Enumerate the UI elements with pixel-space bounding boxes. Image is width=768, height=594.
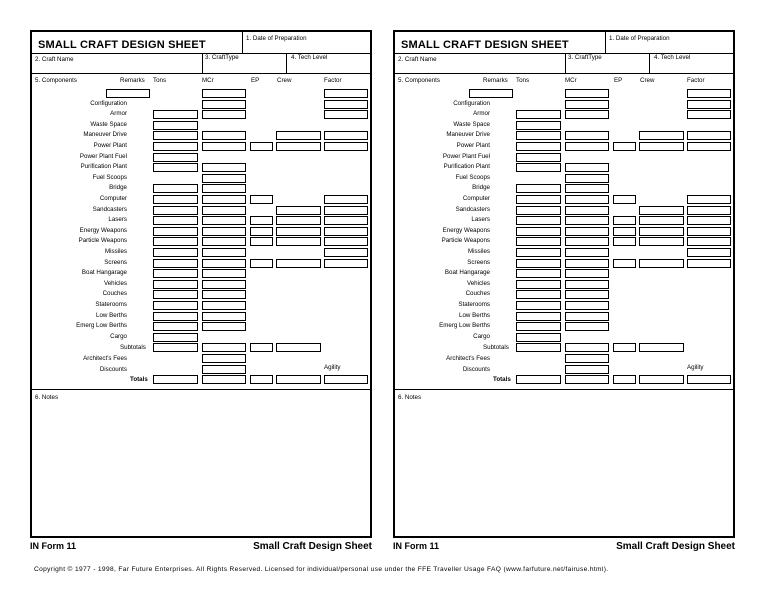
- entry-box[interactable]: [565, 163, 609, 172]
- entry-box[interactable]: [202, 174, 246, 183]
- entry-box[interactable]: [324, 89, 368, 98]
- design-sheet: [30, 30, 372, 538]
- row-label-purification-plant: Purification Plant: [80, 163, 127, 171]
- subtotal-box[interactable]: [516, 343, 561, 352]
- total-box[interactable]: [202, 375, 246, 384]
- entry-box[interactable]: [153, 227, 198, 236]
- notes-area[interactable]: [34, 404, 368, 534]
- entry-box[interactable]: [565, 174, 609, 183]
- architect-fees-label: Architect's Fees: [83, 355, 127, 362]
- entry-box[interactable]: [276, 227, 321, 236]
- entry-box[interactable]: [516, 131, 561, 140]
- entry-box[interactable]: [565, 184, 609, 193]
- entry-box[interactable]: [687, 110, 731, 119]
- entry-box[interactable]: [687, 227, 731, 236]
- total-box[interactable]: [324, 375, 368, 384]
- total-box[interactable]: [276, 375, 321, 384]
- entry-box[interactable]: [153, 259, 198, 268]
- entry-box[interactable]: [202, 269, 246, 278]
- entry-box[interactable]: [565, 110, 609, 119]
- header-divider: [565, 53, 566, 73]
- total-box[interactable]: [516, 375, 561, 384]
- craft-type-field[interactable]: 3. CraftType: [205, 54, 239, 61]
- entry-box[interactable]: [639, 206, 684, 215]
- agility-label: Agility: [324, 363, 341, 371]
- entry-box[interactable]: [516, 290, 561, 299]
- header-divider: [32, 73, 370, 74]
- entry-box[interactable]: [202, 290, 246, 299]
- total-box[interactable]: [687, 375, 731, 384]
- column-header: Tons: [153, 77, 167, 84]
- subtotal-box[interactable]: [565, 343, 609, 352]
- entry-box[interactable]: [565, 290, 609, 299]
- entry-box[interactable]: [202, 206, 246, 215]
- entry-box[interactable]: [516, 153, 561, 162]
- entry-box[interactable]: [565, 206, 609, 215]
- subtotal-box[interactable]: [153, 343, 198, 352]
- entry-box[interactable]: [106, 89, 150, 98]
- row-label-energy-weapons: Energy Weapons: [442, 226, 490, 234]
- components-label: 5. Components: [398, 77, 440, 84]
- row-label-fuel-scoops: Fuel Scoops: [455, 173, 490, 181]
- copyright-notice: Copyright © 1977 - 1998, Far Future Enterprises. All Rights Reserved. Licensed for individual/personal use under the FFE Traveller Usage FAQ (www.farfuture.net/fairuse.html).: [34, 566, 609, 573]
- row-label-sandcasters: Sandcasters: [92, 205, 127, 213]
- entry-box[interactable]: [202, 301, 246, 310]
- entry-box[interactable]: [324, 259, 368, 268]
- craft-type-field[interactable]: 3. CraftType: [568, 54, 602, 61]
- form-title: SMALL CRAFT DESIGN SHEET: [38, 39, 206, 51]
- footer-sheet-title: Small Craft Design Sheet: [616, 541, 735, 552]
- entry-box[interactable]: [153, 110, 198, 119]
- row-label-power-plant-fuel: Power Plant Fuel: [79, 152, 127, 160]
- entry-box[interactable]: [250, 227, 273, 236]
- row-label-missiles: Missiles: [467, 248, 490, 255]
- header-divider: [395, 73, 733, 74]
- entry-box[interactable]: [516, 301, 561, 310]
- entry-box[interactable]: [153, 322, 198, 331]
- total-box[interactable]: [613, 375, 636, 384]
- row-label-waste-space: Waste Space: [90, 120, 127, 128]
- entry-box[interactable]: [202, 142, 246, 151]
- entry-box[interactable]: [202, 216, 246, 225]
- column-header: Crew: [640, 77, 655, 84]
- row-label-computer: Computer: [462, 195, 490, 202]
- row-label-maneuver-drive: Maneuver Drive: [83, 131, 127, 139]
- entry-box[interactable]: [276, 237, 321, 246]
- entry-box[interactable]: [202, 312, 246, 321]
- row-label-staterooms: Staterooms: [95, 301, 127, 308]
- entry-box[interactable]: [639, 131, 684, 140]
- entry-box[interactable]: [202, 280, 246, 289]
- row-label-screens: Screens: [104, 258, 127, 266]
- row-label-particle-weapons: Particle Weapons: [441, 237, 490, 245]
- notes-label: 6. Notes: [35, 394, 59, 401]
- entry-box[interactable]: [565, 89, 609, 98]
- entry-box[interactable]: [565, 227, 609, 236]
- row-label-waste-space: Waste Space: [453, 120, 490, 128]
- entry-box[interactable]: [516, 269, 561, 278]
- tech-level-field[interactable]: 4. Tech Level: [654, 54, 691, 61]
- architect-fees-label: Architect's Fees: [446, 355, 490, 362]
- entry-box[interactable]: [639, 216, 684, 225]
- row-label-screens: Screens: [467, 258, 490, 266]
- row-label-bridge: Bridge: [109, 184, 127, 192]
- footer-form-number: IN Form 11: [30, 541, 77, 551]
- entry-box[interactable]: [202, 259, 246, 268]
- discounts-label: Discounts: [462, 365, 490, 373]
- entry-box[interactable]: [516, 142, 561, 151]
- entry-box[interactable]: [202, 227, 246, 236]
- row-label-power-plant-fuel: Power Plant Fuel: [442, 152, 490, 160]
- entry-box[interactable]: [687, 206, 731, 215]
- entry-box[interactable]: [153, 216, 198, 225]
- entry-box[interactable]: [153, 333, 198, 342]
- entry-box[interactable]: [250, 216, 273, 225]
- column-header: EP: [614, 77, 623, 84]
- entry-box[interactable]: [153, 290, 198, 299]
- entry-box[interactable]: [639, 259, 684, 268]
- entry-box[interactable]: [687, 216, 731, 225]
- entry-box[interactable]: [202, 89, 246, 98]
- entry-box[interactable]: [153, 248, 198, 257]
- entry-box[interactable]: [565, 301, 609, 310]
- row-label-low-berths: Low Berths: [96, 311, 127, 319]
- agility-label: Agility: [687, 363, 704, 371]
- entry-box[interactable]: [250, 142, 273, 151]
- row-label-boat-hangarage: Boat Hangarage: [444, 269, 490, 277]
- total-box[interactable]: [639, 375, 684, 384]
- entry-box[interactable]: [613, 195, 636, 204]
- column-header: MCr: [565, 77, 577, 84]
- entry-box[interactable]: [153, 163, 198, 172]
- entry-box[interactable]: [153, 184, 198, 193]
- architect-fees-box[interactable]: [202, 354, 246, 363]
- column-header: Tons: [516, 77, 530, 84]
- entry-box[interactable]: [153, 195, 198, 204]
- entry-box[interactable]: [613, 142, 636, 151]
- date-of-preparation-field[interactable]: 1. Date of Preparation: [609, 35, 670, 42]
- entry-box[interactable]: [516, 227, 561, 236]
- row-label-emerg-low-berths: Emerg Low Berths: [76, 322, 127, 330]
- entry-box[interactable]: [687, 259, 731, 268]
- entry-box[interactable]: [516, 322, 561, 331]
- row-label-couches: Couches: [465, 290, 490, 298]
- entry-box[interactable]: [613, 237, 636, 246]
- entry-box[interactable]: [565, 269, 609, 278]
- header-divider: [242, 32, 243, 53]
- notes-divider: [395, 389, 733, 390]
- column-header: Remarks: [483, 77, 508, 84]
- entry-box[interactable]: [639, 142, 684, 151]
- entry-box[interactable]: [516, 237, 561, 246]
- entry-box[interactable]: [153, 131, 198, 140]
- entry-box[interactable]: [324, 131, 368, 140]
- entry-box[interactable]: [202, 163, 246, 172]
- entry-box[interactable]: [276, 142, 321, 151]
- row-label-emerg-low-berths: Emerg Low Berths: [439, 322, 490, 330]
- column-header: Factor: [687, 77, 705, 84]
- entry-box[interactable]: [153, 142, 198, 151]
- entry-box[interactable]: [202, 322, 246, 331]
- entry-box[interactable]: [153, 301, 198, 310]
- header-divider: [649, 53, 650, 73]
- entry-box[interactable]: [324, 195, 368, 204]
- entry-box[interactable]: [516, 121, 561, 130]
- design-sheet: [393, 30, 735, 538]
- entry-box[interactable]: [153, 121, 198, 130]
- entry-box[interactable]: [516, 259, 561, 268]
- entry-box[interactable]: [153, 206, 198, 215]
- entry-box[interactable]: [565, 259, 609, 268]
- entry-box[interactable]: [324, 206, 368, 215]
- entry-box[interactable]: [516, 195, 561, 204]
- entry-box[interactable]: [565, 322, 609, 331]
- column-header: Factor: [324, 77, 342, 84]
- entry-box[interactable]: [639, 237, 684, 246]
- components-label: 5. Components: [35, 77, 77, 84]
- discounts-label: Discounts: [99, 365, 127, 373]
- entry-box[interactable]: [565, 195, 609, 204]
- entry-box[interactable]: [276, 259, 321, 268]
- row-label-vehicles: Vehicles: [103, 279, 127, 287]
- subtotal-box[interactable]: [639, 343, 684, 352]
- row-label-fuel-scoops: Fuel Scoops: [92, 173, 127, 181]
- entry-box[interactable]: [324, 216, 368, 225]
- row-label-bridge: Bridge: [472, 184, 490, 192]
- entry-box[interactable]: [565, 100, 609, 109]
- entry-box[interactable]: [565, 248, 609, 257]
- row-label-power-plant: Power Plant: [93, 142, 127, 149]
- entry-box[interactable]: [516, 184, 561, 193]
- notes-divider: [32, 389, 370, 390]
- entry-box[interactable]: [565, 280, 609, 289]
- entry-box[interactable]: [276, 206, 321, 215]
- entry-box[interactable]: [687, 142, 731, 151]
- notes-area[interactable]: [397, 404, 731, 534]
- entry-box[interactable]: [250, 237, 273, 246]
- architect-fees-box[interactable]: [565, 354, 609, 363]
- notes-label: 6. Notes: [398, 394, 422, 401]
- row-label-armor: Armor: [473, 110, 490, 118]
- row-label-computer: Computer: [99, 195, 127, 202]
- entry-box[interactable]: [202, 248, 246, 257]
- total-box[interactable]: [565, 375, 609, 384]
- entry-box[interactable]: [613, 259, 636, 268]
- row-label-lasers: Lasers: [108, 216, 127, 224]
- entry-box[interactable]: [516, 312, 561, 321]
- subtotals-label: Subtotals: [483, 344, 509, 352]
- entry-box[interactable]: [516, 110, 561, 119]
- row-label-low-berths: Low Berths: [459, 311, 490, 319]
- entry-box[interactable]: [613, 227, 636, 236]
- row-label-boat-hangarage: Boat Hangarage: [81, 269, 127, 277]
- entry-box[interactable]: [202, 100, 246, 109]
- entry-box[interactable]: [324, 227, 368, 236]
- entry-box[interactable]: [153, 269, 198, 278]
- entry-box[interactable]: [516, 248, 561, 257]
- entry-box[interactable]: [687, 237, 731, 246]
- entry-box[interactable]: [153, 153, 198, 162]
- entry-box[interactable]: [250, 259, 273, 268]
- entry-box[interactable]: [565, 216, 609, 225]
- entry-box[interactable]: [687, 100, 731, 109]
- entry-box[interactable]: [516, 216, 561, 225]
- entry-box[interactable]: [565, 131, 609, 140]
- entry-box[interactable]: [324, 110, 368, 119]
- entry-box[interactable]: [613, 216, 636, 225]
- row-label-configuration: Configuration: [90, 99, 127, 107]
- entry-box[interactable]: [687, 131, 731, 140]
- footer-sheet-title: Small Craft Design Sheet: [253, 541, 372, 552]
- entry-box[interactable]: [565, 142, 609, 151]
- entry-box[interactable]: [153, 237, 198, 246]
- subtotal-box[interactable]: [613, 343, 636, 352]
- discounts-box[interactable]: [565, 365, 609, 374]
- row-label-particle-weapons: Particle Weapons: [78, 237, 127, 245]
- craft-name-field[interactable]: 2. Craft Name: [35, 56, 74, 63]
- entry-box[interactable]: [516, 206, 561, 215]
- header-divider: [202, 53, 203, 73]
- entry-box[interactable]: [324, 100, 368, 109]
- row-label-lasers: Lasers: [471, 216, 490, 224]
- entry-box[interactable]: [565, 237, 609, 246]
- entry-box[interactable]: [516, 333, 561, 342]
- entry-box[interactable]: [687, 248, 731, 257]
- entry-box[interactable]: [153, 280, 198, 289]
- footer-form-number: IN Form 11: [393, 541, 440, 551]
- totals-label: Totals: [493, 376, 511, 384]
- row-label-energy-weapons: Energy Weapons: [79, 226, 127, 234]
- row-label-sandcasters: Sandcasters: [455, 205, 490, 213]
- date-of-preparation-field[interactable]: 1. Date of Preparation: [246, 35, 307, 42]
- entry-box[interactable]: [516, 280, 561, 289]
- entry-box[interactable]: [202, 195, 246, 204]
- subtotal-box[interactable]: [250, 343, 273, 352]
- subtotal-box[interactable]: [202, 343, 246, 352]
- entry-box[interactable]: [687, 195, 731, 204]
- row-label-cargo: Cargo: [473, 332, 490, 340]
- row-label-staterooms: Staterooms: [458, 301, 490, 308]
- entry-box[interactable]: [202, 131, 246, 140]
- row-label-maneuver-drive: Maneuver Drive: [446, 131, 490, 139]
- entry-box[interactable]: [202, 184, 246, 193]
- entry-box[interactable]: [687, 89, 731, 98]
- row-label-cargo: Cargo: [110, 332, 127, 340]
- entry-box[interactable]: [250, 195, 273, 204]
- row-label-vehicles: Vehicles: [466, 279, 490, 287]
- tech-level-field[interactable]: 4. Tech Level: [291, 54, 328, 61]
- subtotal-box[interactable]: [276, 343, 321, 352]
- total-box[interactable]: [153, 375, 198, 384]
- column-header: MCr: [202, 77, 214, 84]
- row-label-armor: Armor: [110, 110, 127, 118]
- entry-box[interactable]: [324, 248, 368, 257]
- totals-label: Totals: [130, 376, 148, 384]
- row-label-configuration: Configuration: [453, 99, 490, 107]
- entry-box[interactable]: [276, 216, 321, 225]
- entry-box[interactable]: [639, 227, 684, 236]
- entry-box[interactable]: [153, 312, 198, 321]
- column-header: Crew: [277, 77, 292, 84]
- entry-box[interactable]: [202, 237, 246, 246]
- entry-box[interactable]: [324, 237, 368, 246]
- column-header: EP: [251, 77, 260, 84]
- form-title: SMALL CRAFT DESIGN SHEET: [401, 39, 569, 51]
- column-header: Remarks: [120, 77, 145, 84]
- entry-box[interactable]: [565, 312, 609, 321]
- header-divider: [286, 53, 287, 73]
- row-label-power-plant: Power Plant: [456, 142, 490, 149]
- entry-box[interactable]: [516, 163, 561, 172]
- craft-name-field[interactable]: 2. Craft Name: [398, 56, 437, 63]
- header-divider: [605, 32, 606, 53]
- row-label-purification-plant: Purification Plant: [443, 163, 490, 171]
- row-label-couches: Couches: [102, 290, 127, 298]
- entry-box[interactable]: [324, 142, 368, 151]
- subtotals-label: Subtotals: [120, 344, 146, 352]
- row-label-missiles: Missiles: [104, 248, 127, 255]
- entry-box[interactable]: [469, 89, 513, 98]
- entry-box[interactable]: [276, 131, 321, 140]
- entry-box[interactable]: [202, 110, 246, 119]
- discounts-box[interactable]: [202, 365, 246, 374]
- total-box[interactable]: [250, 375, 273, 384]
